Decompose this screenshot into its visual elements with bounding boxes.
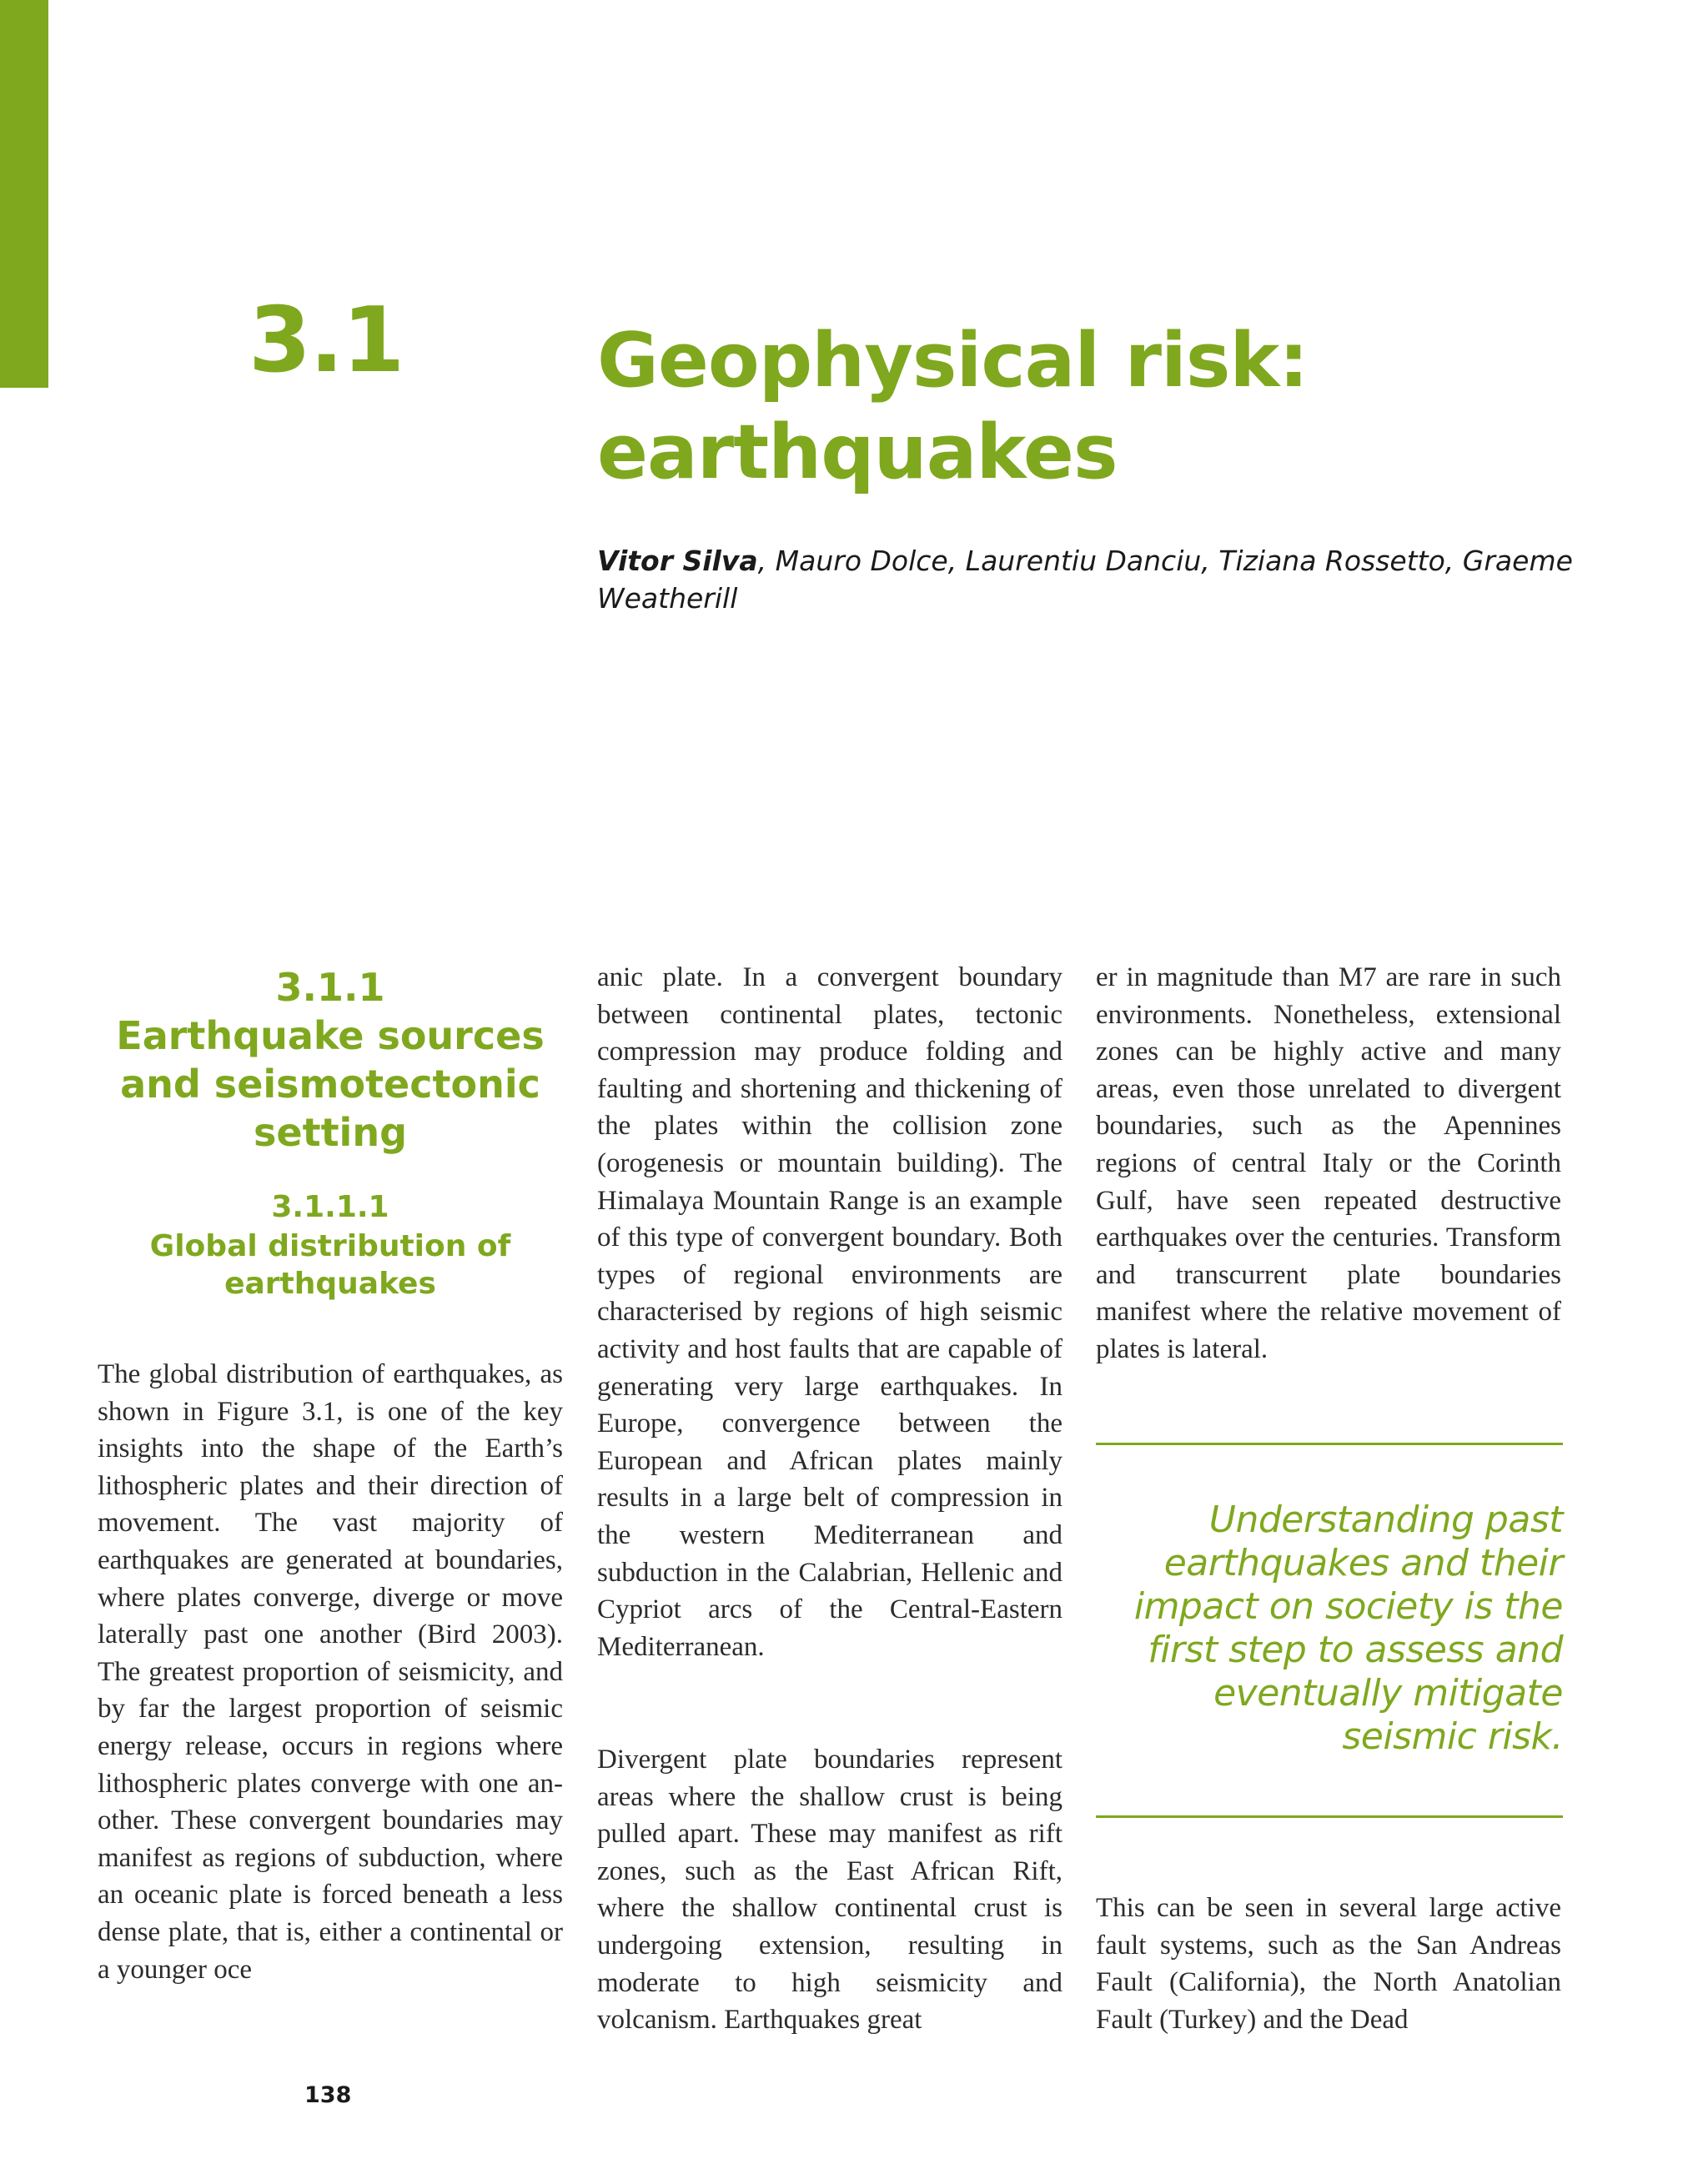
pull-quote-bottom-rule — [1096, 1815, 1563, 1818]
body-paragraph-col2-second: Divergent plate boundaries represent areas where the shallow crust is being pulled apart. These may manifest as rift zones, such as the East African Rift, where the shallow continental crust is undergoing extension, resulting in moderate to high seismicity and volcanism. Earthquakes great — [597, 1745, 1062, 2036]
co-authors: , Mauro Dolce, Laurentiu Danciu, Tiziana Rossetto, Graeme Weatherill — [597, 545, 1573, 615]
section-title: Earthquake sources and seismotectonic setting — [116, 1013, 545, 1155]
chapter-number: 3.1 — [249, 289, 404, 393]
lead-author: Vitor Silva — [597, 545, 758, 577]
body-paragraph-col3: er in magnitude than M7 are rare in such environments. Nonetheless, extensional zones can be highly active and many areas, even those unrelated to divergent boundaries, such as the Apennines regions of central Italy or the Corinth Gulf, have seen repeated destructive earthquakes over the centuries. Transform and transcurrent plate boundaries manifest where the relative movement of plates is lateral. — [1096, 962, 1561, 1364]
section-number: 3.1.1 — [275, 965, 385, 1010]
body-paragraph-col3-second: This can be seen in several large active fault systems, such as the San Andreas Fault (California), the North Anatolian Fault (Turkey) and the Dead — [1096, 1893, 1561, 2035]
subsection-number: 3.1.1.1 — [271, 1190, 389, 1224]
chapter-color-bar — [0, 0, 48, 388]
page-number: 138 — [304, 2082, 352, 2108]
author-list — [597, 542, 1598, 617]
subsection-title: Global distribution of earthquakes — [149, 1229, 511, 1301]
body-paragraph-col1: The global distribution of earthquakes, as shown in Figure 3.1, is one of the key insights into the shape of the Earth’s lithospheric plates and their direction of movement. The vast majority of earthquakes are generated at boundaries, where plates converge, diverge or move laterally past one another (Bird 2003). The greatest proportion of seismicity, and by far the largest proportion of seismic energy release, occurs in regions where lithospheric plates converge with one another. These convergent boundaries may manifest as regions of subduction, where an oceanic plate is forced beneath a less dense plate, that is, either a continental or a younger oce — [98, 1359, 563, 1985]
chapter-title: Geophysical risk: earthquakes — [597, 317, 1309, 496]
body-paragraph-col2: anic plate. In a convergent boundary between continental plates, tectonic compression may produce folding and faulting and shortening and thickening of the plates within the collision zone (orogenesis or mountain building). The Himalaya Mountain Range is an example of this type of convergent boundary. Both types of regional environments are characterised by regions of high seismic activity and host faults that are capable of generating very large earthquakes. In Europe, convergence between the European and African plates mainly results in a large belt of compression in the western Mediterranean and subduction in the Calabrian, Hellenic and Cypriot arcs of the Central-Eastern Mediterranean. — [597, 962, 1062, 1662]
pull-quote: Understanding past earthquakes and their impact on society is the first step to assess and eventually mitigate seismic risk. — [1133, 1499, 1563, 1758]
pull-quote-top-rule — [1096, 1443, 1563, 1445]
